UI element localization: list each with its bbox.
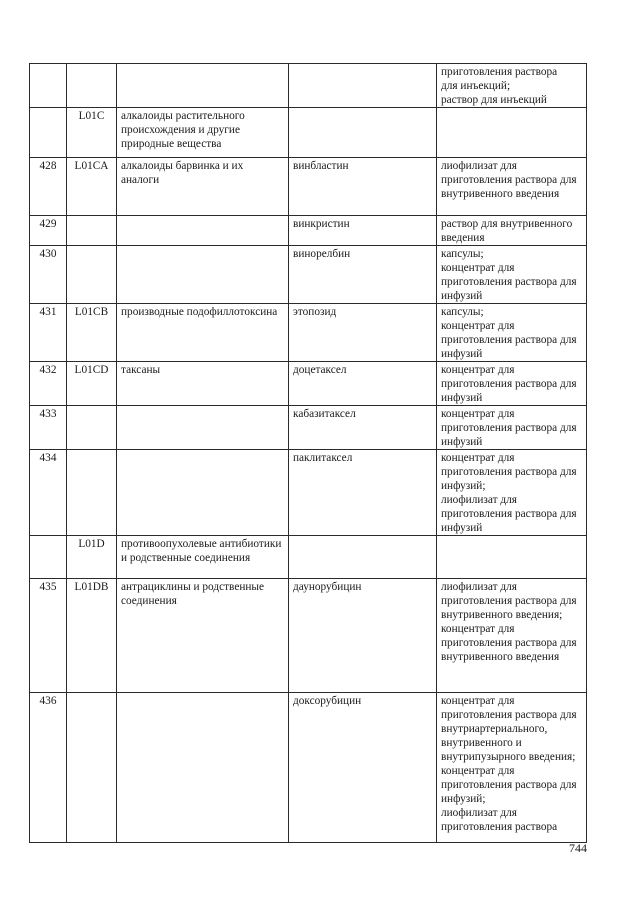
dosage-form: концентрат для приготовления раствора для инфузий; (441, 765, 577, 805)
atc-code-cell: L01DB (67, 579, 117, 693)
dosage-form: капсулы; (441, 306, 484, 318)
dosage-forms-cell (437, 216, 587, 246)
atc-code-cell: L01CA (67, 158, 117, 216)
table-row (30, 536, 587, 579)
group-name-cell: антрациклины и родственные соединения (117, 579, 289, 693)
dosage-forms-cell (437, 579, 587, 693)
dosage-form: лиофилизат для приготовления раствора для инфузий (441, 494, 577, 534)
dosage-forms-cell (437, 108, 587, 158)
dosage-forms-cell (437, 64, 587, 108)
row-number-cell: 434 (30, 450, 67, 536)
atc-code-cell: L01CD (67, 362, 117, 406)
group-name-cell (117, 693, 289, 843)
dosage-form: лиофилизат для приготовления раствора для внутривенного введения (441, 160, 577, 200)
table-row (30, 693, 587, 843)
drug-name-cell: доксорубицин (289, 693, 437, 843)
dosage-forms-cell (437, 304, 587, 362)
atc-code-cell (67, 216, 117, 246)
group-name-cell: производные подофиллотоксина (117, 304, 289, 362)
atc-code-cell: L01D (67, 536, 117, 579)
dosage-form: концентрат для приготовления раствора для инфузий (441, 320, 577, 360)
group-name-cell (117, 450, 289, 536)
dosage-forms-cell (437, 158, 587, 216)
dosage-form: концентрат для приготовления раствора для внутриартериального, внутривенного и внутрипузырного введения; (441, 695, 577, 763)
row-number-cell: 431 (30, 304, 67, 362)
table-body (30, 64, 587, 843)
table-row (30, 450, 587, 536)
dosage-form: концентрат для приготовления раствора для инфузий (441, 364, 577, 404)
drug-name-cell: винбластин (289, 158, 437, 216)
table-row (30, 406, 587, 450)
dosage-form: лиофилизат для приготовления раствора для внутривенного введения; (441, 581, 577, 621)
row-number-cell: 432 (30, 362, 67, 406)
dosage-forms-cell (437, 450, 587, 536)
dosage-form: концентрат для приготовления раствора для инфузий; (441, 452, 577, 492)
drug-name-cell: даунорубицин (289, 579, 437, 693)
drug-name-cell: паклитаксел (289, 450, 437, 536)
atc-code-cell (67, 406, 117, 450)
table-row (30, 158, 587, 216)
row-number-cell (30, 108, 67, 158)
table-row (30, 304, 587, 362)
dosage-form: раствор для внутривенного введения (441, 218, 573, 244)
row-number-cell (30, 536, 67, 579)
group-name-cell (117, 406, 289, 450)
dosage-form: лиофилизат для приготовления раствора (441, 807, 558, 833)
table-row (30, 108, 587, 158)
dosage-forms-cell (437, 693, 587, 843)
group-name-cell (117, 216, 289, 246)
drug-name-cell (289, 108, 437, 158)
drug-name-cell (289, 536, 437, 579)
drug-name-cell (289, 64, 437, 108)
drug-name-cell: кабазитаксел (289, 406, 437, 450)
dosage-form: концентрат для приготовления раствора для инфузий (441, 262, 577, 302)
drug-name-cell: винорелбин (289, 246, 437, 304)
row-number-cell: 429 (30, 216, 67, 246)
table-row (30, 216, 587, 246)
group-name-cell: алкалоиды барвинка и их аналоги (117, 158, 289, 216)
atc-code-cell: L01C (67, 108, 117, 158)
atc-code-cell (67, 246, 117, 304)
group-name-cell: алкалоиды растительного происхождения и другие природные вещества (117, 108, 289, 158)
row-number-cell (30, 64, 67, 108)
atc-code-cell (67, 693, 117, 843)
drug-name-cell: этопозид (289, 304, 437, 362)
dosage-forms-cell (437, 362, 587, 406)
row-number-cell: 436 (30, 693, 67, 843)
row-number-cell: 430 (30, 246, 67, 304)
drug-name-cell: винкристин (289, 216, 437, 246)
dosage-form: для инъекций; (441, 80, 511, 92)
table-row (30, 64, 587, 108)
dosage-form: капсулы; (441, 248, 484, 260)
dosage-form: концентрат для приготовления раствора для инфузий (441, 408, 577, 448)
dosage-forms-cell (437, 536, 587, 579)
dosage-form: раствор для инъекций (441, 94, 547, 106)
table-row (30, 579, 587, 693)
dosage-form: приготовления раствора (441, 66, 558, 78)
dosage-forms-cell (437, 246, 587, 304)
row-number-cell: 428 (30, 158, 67, 216)
row-number-cell: 433 (30, 406, 67, 450)
atc-code-cell (67, 64, 117, 108)
group-name-cell: таксаны (117, 362, 289, 406)
drug-name-cell: доцетаксел (289, 362, 437, 406)
page-number: 744 (569, 841, 587, 855)
drug-table (29, 63, 587, 843)
group-name-cell: противоопухолевые антибиотики и родственные соединения (117, 536, 289, 579)
atc-code-cell: L01CB (67, 304, 117, 362)
table-row (30, 362, 587, 406)
table-row (30, 246, 587, 304)
row-number-cell: 435 (30, 579, 67, 693)
atc-code-cell (67, 450, 117, 536)
group-name-cell (117, 246, 289, 304)
group-name-cell (117, 64, 289, 108)
dosage-form: концентрат для приготовления раствора для внутривенного введения (441, 623, 577, 663)
dosage-forms-cell (437, 406, 587, 450)
